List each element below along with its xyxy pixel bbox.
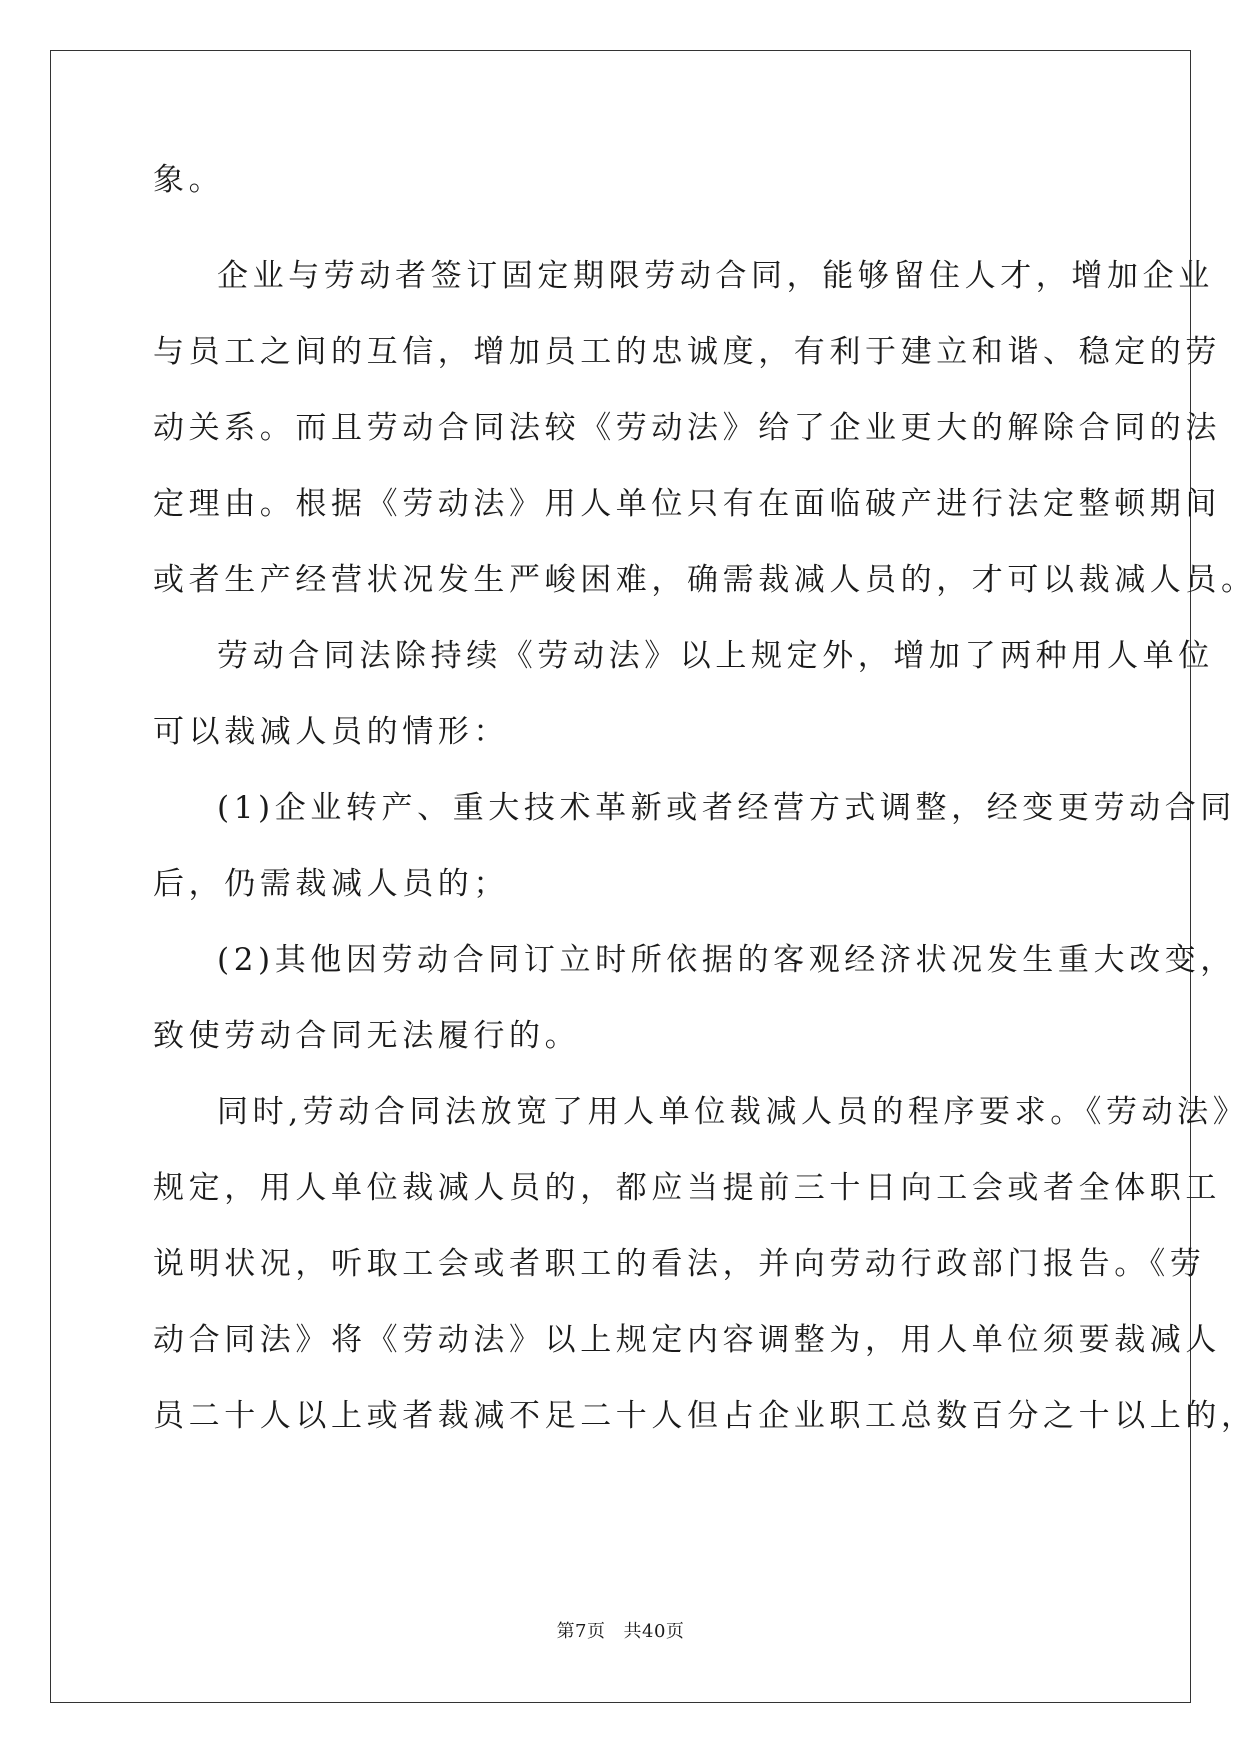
document-body (153, 162, 1257, 1454)
text-line: 员二十人以上或者裁减不足二十人但占企业职工总数百分之十以上的， (153, 1398, 1257, 1434)
text-line: 规定，用人单位裁减人员的，都应当提前三十日向工会或者全体职工 (153, 1170, 1221, 1206)
text-line: 动关系。而且劳动合同法较《劳动法》给了企业更大的解除合同的法 (153, 410, 1221, 446)
text-line: (1)企业转产、重大技术革新或者经营方式调整，经变更劳动合同 (217, 790, 1236, 826)
text-line: 说明状况，听取工会或者职工的看法，并向劳动行政部门报告。《劳 (153, 1246, 1206, 1282)
total-pages-label: 共40页 (623, 1621, 685, 1642)
text-line: 劳动合同法除持续《劳动法》以上规定外，增加了两种用人单位 (217, 638, 1214, 674)
text-line: 后，仍需裁减人员的； (153, 866, 509, 902)
page-footer (0, 1617, 1241, 1643)
text-line: 动合同法》将《劳动法》以上规定内容调整为，用人单位须要裁减人 (153, 1322, 1221, 1358)
text-line: 可以裁减人员的情形： (153, 714, 509, 750)
text-line: 致使劳动合同无法履行的。 (153, 1018, 581, 1054)
text-line: 与员工之间的互信，增加员工的忠诚度，有利于建立和谐、稳定的劳 (153, 334, 1221, 370)
text-line: 或者生产经营状况发生严峻困难，确需裁减人员的，才可以裁减人员。 (153, 562, 1257, 598)
text-line: 企业与劳动者签订固定期限劳动合同，能够留住人才，增加企业 (217, 258, 1214, 294)
text-line: 同时,劳动合同法放宽了用人单位裁减人员的程序要求。《劳动法》 (217, 1094, 1249, 1130)
text-line: 定理由。根据《劳动法》用人单位只有在面临破产进行法定整顿期间 (153, 486, 1221, 522)
text-line: 象。 (153, 162, 225, 198)
current-page-label: 第7页 (556, 1621, 606, 1642)
text-line: (2)其他因劳动合同订立时所依据的客观经济状况发生重大改变， (217, 942, 1236, 978)
